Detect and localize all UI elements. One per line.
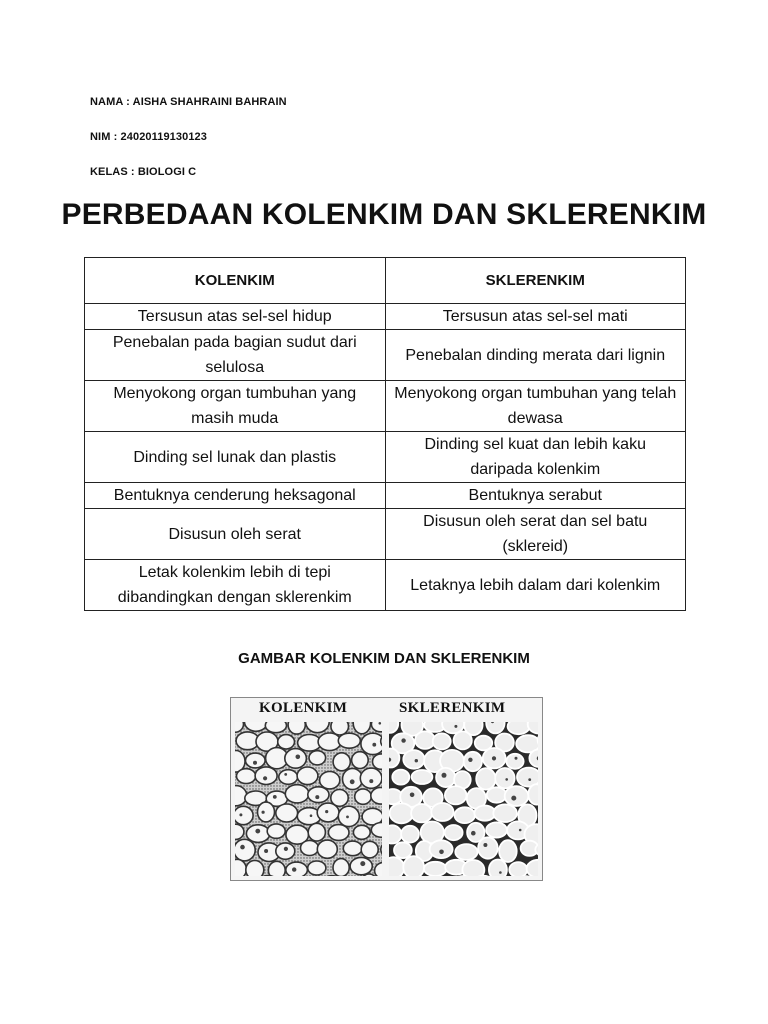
figure-label-kolenkim: KOLENKIM [259,700,348,716]
cell-nucleus [505,778,508,781]
sklerenkim-cell [508,719,530,735]
sklerenkim-cell [431,803,453,821]
cell-nucleus [315,795,319,799]
sklerenkim-cell [540,767,542,786]
sklerenkim-cell [381,715,398,733]
cell-nucleus [537,756,541,760]
sklerenkim-cell [455,807,475,823]
cell-nucleus [528,778,531,781]
sklerenkim-cell [505,786,529,806]
cell-nucleus [491,720,494,723]
kolenkim-cell [286,862,308,878]
sklerenkim-cell [489,860,507,880]
kolenkim-cell [328,825,349,841]
column-header-kolenkim: KOLENKIM [85,258,386,304]
sklerenkim-cell [517,876,535,880]
kolenkim-cell [344,877,361,880]
kolenkim-cell [373,754,390,769]
sklerenkim-cell [538,731,542,749]
kolenkim-cell [361,841,378,858]
cell-nucleus [310,814,313,817]
kolenkim-cell [246,825,269,843]
kolenkim-cell [279,770,298,785]
sklerenkim-cell [529,750,542,767]
sklerenkim-cell [424,862,447,876]
cell-nucleus [499,871,502,874]
kolenkim-cell [355,789,372,804]
cell-nucleus [350,779,355,784]
cell-nucleus [483,843,487,847]
table-row [85,381,686,432]
kolenkim-cell [308,787,329,803]
cell-nucleus [415,759,418,762]
cell-nucleus [292,867,296,871]
table-row [85,304,686,330]
cell-nucleus [471,831,476,836]
sklerenkim-cell [452,876,473,880]
cell-nucleus [325,810,328,813]
sklerenkim-cell [394,842,412,858]
kolenkim-cell [278,735,295,749]
cell-nucleus [296,755,301,760]
kolenkim-cell [246,753,266,768]
cell-nucleus [410,793,415,798]
cell-illustration [231,698,542,880]
sklerenkim-cell [383,857,405,878]
sklerenkim-cell [382,749,399,768]
student-nim: NIM : 24020119130123 [90,131,207,143]
table-cell: Bentuknya cenderung heksagonal [85,483,386,509]
table-cell: Menyokong organ tumbuhan yang telah dewasa [385,381,686,432]
kolenkim-cell [288,716,305,734]
kolenkim-cell [321,876,343,880]
table-cell: Tersusun atas sel-sel hidup [85,304,386,330]
cell-nucleus [379,722,382,725]
sklerenkim-cell [384,789,402,804]
sklerenkim-cell [499,840,517,862]
table-cell: Bentuknya serabut [385,483,686,509]
kolenkim-cell [265,718,286,733]
sklerenkim-cell [401,826,419,843]
kolenkim-cell [246,860,264,879]
kolenkim-cell [317,803,339,822]
sklerenkim-cell [433,878,457,880]
sklerenkim-cell [541,878,542,880]
cell-nucleus [240,845,245,850]
sklerenkim-cell [403,750,424,769]
cell-nucleus [263,776,267,780]
cell-nucleus [262,811,265,814]
table-cell: Letaknya lebih dalam dari kolenkim [385,560,686,611]
kolenkim-cell [236,879,259,880]
cell-nucleus [511,796,516,801]
sklerenkim-cell [403,856,424,878]
table-row [85,330,686,381]
kolenkim-cell [301,841,319,856]
cell-nucleus [369,779,373,783]
kolenkim-cell [343,841,362,856]
table-header-row [85,258,686,304]
cell-nucleus [346,816,349,819]
kolenkim-cell [285,785,309,803]
column-header-sklerenkim: SKLERENKIM [385,258,686,304]
sklerenkim-cell [442,715,464,734]
table-row [85,509,686,560]
kolenkim-cell [350,857,372,874]
sklerenkim-cell [486,822,507,837]
kolenkim-cell [234,839,255,861]
table-cell: Tersusun atas sel-sel mati [385,304,686,330]
sklerenkim-cell [478,837,498,858]
table-cell: Disusun oleh serat [85,509,386,560]
table-row [85,560,686,611]
table-cell: Letak kolenkim lebih di tepi dibandingkan dengan sklerenkim [85,560,386,611]
sklerenkim-cell [528,715,542,733]
table-cell: Penebalan pada bagian sudut dari selulosa [85,330,386,381]
sklerenkim-cell [390,803,414,823]
cell-nucleus [401,738,405,742]
kolenkim-cell [353,712,370,734]
cell-nucleus [255,829,260,834]
cell-nucleus [387,758,391,762]
kolenkim-cell [308,823,325,841]
table-cell: Menyokong organ tumbuhan yang masih muda [85,381,386,432]
sklerenkim-cell [527,860,542,878]
sklerenkim-cell [391,877,407,880]
sklerenkim-cell [445,825,463,840]
kolenkim-cell [343,768,363,789]
sklerenkim-cell [506,754,523,769]
kolenkim-cell [231,716,244,732]
table-row [85,432,686,483]
cell-nucleus [372,743,376,747]
figure-label-sklerenkim: SKLERENKIM [399,700,506,716]
sklerenkim-cell [493,878,516,880]
kolenkim-cell [267,824,285,838]
sklerenkim-cell [487,787,507,802]
cell-nucleus [454,725,457,728]
sklerenkim-cell [476,768,495,789]
kolenkim-cell [333,753,350,771]
cell-nucleus [442,773,447,778]
sklerenkim-cell [509,862,527,877]
sklerenkim-cell [493,804,517,822]
student-name: NAMA : AISHA SHAHRAINI BAHRAIN [90,96,287,108]
kolenkim-cell [331,718,349,735]
kolenkim-cell [285,749,307,769]
kolenkim-cell [297,767,318,785]
kolenkim-cell [258,802,275,822]
kolenkim-cell [231,859,246,879]
kolenkim-cell [276,843,295,859]
kolenkim-cell [371,788,391,805]
kolenkim-cell [255,767,277,785]
cell-nucleus [515,757,518,760]
cell-nucleus [360,861,365,866]
kolenkim-cell [320,772,340,789]
kolenkim-cell [318,733,341,751]
cell-nucleus [264,849,268,853]
cell-nucleus [468,758,472,762]
kolenkim-cell [231,824,244,839]
sklerenkim-cell [445,786,467,804]
table-cell: Dinding sel lunak dan plastis [85,432,386,483]
sklerenkim-cell [528,784,542,804]
kolenkim-cell [338,733,360,748]
figure-section-title: GAMBAR KOLENKIM DAN SKLERENKIM [238,650,530,667]
sklerenkim-cell [436,768,455,787]
cell-nucleus [284,773,287,776]
sklerenkim-cell [454,731,472,749]
kolenkim-cell [353,825,370,839]
kolenkim-cell [360,768,382,788]
sklerenkim-cell [433,733,451,749]
page-title: PERBEDAAN KOLENKIM DAN SKLERENKIM [61,198,707,231]
cell-nucleus [284,847,288,851]
kolenkim-cell [276,804,298,822]
kolenkim-cell [231,786,247,806]
sklerenkim-cell [474,806,495,821]
kolenkim-cell [278,878,295,880]
cell-nucleus [239,813,242,816]
kolenkim-cell [308,861,326,875]
sklerenkim-cell [430,840,453,858]
comparison-table [84,257,686,611]
kolenkim-cell [380,876,401,880]
table-cell: Penebalan dinding merata dari lignin [385,330,686,381]
sklerenkim-cell [495,768,514,788]
sklerenkim-cell [411,804,432,822]
table-cell: Disusun oleh serat dan sel batu (sklereid) [385,509,686,560]
kolenkim-cell [234,806,254,824]
cell-nucleus [273,795,277,799]
kolenkim-cell [257,876,279,880]
kolenkim-cell [268,861,285,879]
sklerenkim-cell [412,770,433,784]
student-class: KELAS : BIOLOGI C [90,166,197,178]
sklerenkim-cell [392,770,409,785]
sklerenkim-cell [462,860,484,880]
cell-nucleus [439,850,444,855]
cell-nucleus [519,829,522,832]
sklerenkim-cell [412,877,433,880]
kolenkim-cell [309,751,326,765]
cell-nucleus [253,761,257,765]
kolenkim-cell [352,752,369,769]
table-cell: Dinding sel kuat dan lebih kaku daripada kolenkim [385,432,686,483]
sklerenkim-cell [464,752,482,771]
kolenkim-cell [333,859,349,877]
sklerenkim-cell [383,825,402,843]
sklerenkim-cell [455,844,477,860]
table-row [85,483,686,509]
cell-comparison-figure [230,697,543,881]
cell-nucleus [492,756,496,760]
sklerenkim-cell [472,876,495,880]
kolenkim-cell [237,769,256,784]
kolenkim-cell [317,840,337,858]
